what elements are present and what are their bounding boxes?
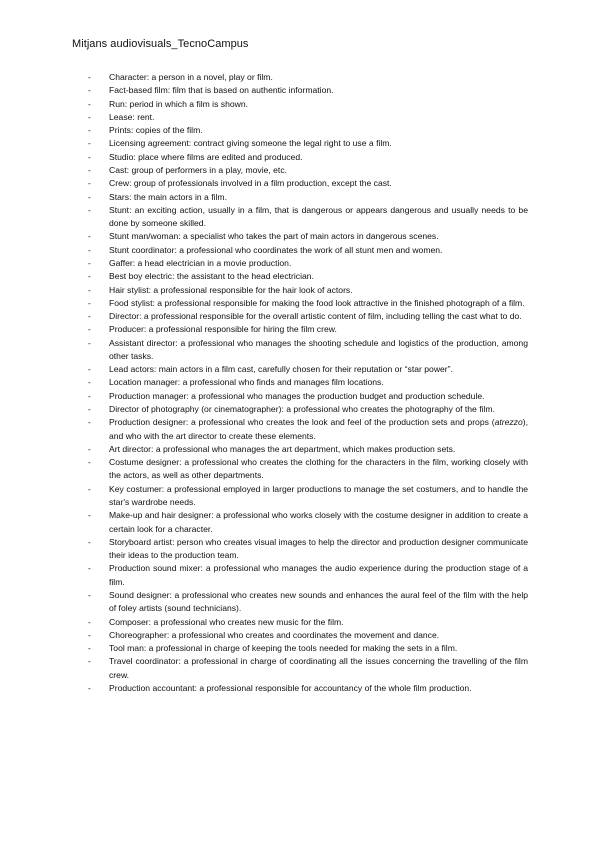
- term: Choreographer: [109, 629, 167, 640]
- list-item: - Character: a person in a novel, play or film.: [88, 71, 528, 84]
- definition: group of performers in a play, movie, etc.: [131, 164, 288, 175]
- term: Lease: [109, 111, 133, 122]
- definition: person who creates visual images to help the director and production designer communicate their ideas to the production team.: [109, 536, 528, 561]
- list-item: - Art director: a professional who manages the art department, which makes production sets.: [88, 443, 528, 456]
- definition: a professional who creates the photography of the film.: [286, 404, 495, 415]
- list-item: - Director: a professional responsible for the overall artistic content of film, including telling the cast what to do.: [88, 310, 528, 323]
- term: Key costumer: [109, 483, 162, 494]
- definition: a professional responsible for making the food look attractive in the finished photograph of a film.: [157, 297, 525, 308]
- list-item: - Sound designer: a professional who creates new sounds and enhances the aural feel of the film with the help of foley artists (sound technicians).: [88, 589, 528, 616]
- list-item: - Stunt coordinator: a professional who coordinates the work of all stunt men and women.: [88, 244, 528, 257]
- list-item: - Make-up and hair designer: a professional who works closely with the costume designer in addition to create a certain look for a character.: [88, 509, 528, 536]
- list-item: - Lead actors: main actors in a film cast, carefully chosen for their reputation or “star power”.: [88, 363, 528, 376]
- term: Crew: [109, 178, 130, 189]
- definition: a professional responsible for the overall artistic content of film, including telling the cast what to do.: [143, 311, 522, 322]
- definition: contract giving someone the legal right to use a film.: [193, 138, 392, 149]
- term: Assistant director: [109, 337, 176, 348]
- list-item: - Lease: rent.: [88, 111, 528, 124]
- definition: group of professionals involved in a film production, except the cast.: [133, 178, 392, 189]
- term: Composer: [109, 616, 149, 627]
- term: Stunt: [109, 204, 130, 215]
- list-item: - Production sound mixer: a professional who manages the audio experience during the production stage of a film.: [88, 562, 528, 589]
- definition: a professional responsible for the hair look of actors.: [153, 284, 353, 295]
- term: Best boy electric: [109, 271, 173, 282]
- list-item: - Travel coordinator: a professional in charge of coordinating all the issues concerning the travelling of the film crew.: [88, 655, 528, 682]
- term: Production accountant: [109, 682, 195, 693]
- term: Lead actors: [109, 364, 154, 375]
- list-item: - Producer: a professional responsible for hiring the film crew.: [88, 323, 528, 336]
- definition: an exciting action, usually in a film, that is dangerous or appears dangerous and usually needs to be done by someone skilled.: [109, 204, 528, 229]
- term: Gaffer: [109, 257, 133, 268]
- term: Production sound mixer: [109, 563, 201, 574]
- list-item: - Director of photography (or cinematographer): a professional who creates the photography of the film.: [88, 403, 528, 416]
- definition-part: ), and who with the art director to create these elements.: [109, 417, 528, 441]
- list-item: - Tool man: a professional in charge of keeping the tools needed for making the sets in a film.: [88, 642, 528, 655]
- definition: a professional who creates new sounds and enhances the aural feel of the film with the help of foley artists (sound technicians).: [109, 589, 529, 614]
- term: Run: [109, 98, 125, 109]
- term: Tool man: [109, 643, 144, 654]
- term: Production designer: [109, 417, 186, 428]
- term: Studio: [109, 151, 134, 162]
- definition: place where films are edited and produced.: [138, 151, 303, 162]
- definition: the assistant to the head electrician.: [176, 271, 314, 282]
- list-item: - Food stylist: a professional responsible for making the food look attractive in the finished photograph of a film.: [88, 297, 528, 310]
- definition: a professional who creates and coordinates the movement and dance.: [171, 629, 440, 640]
- list-item: - Gaffer: a head electrician in a movie production.: [88, 257, 528, 270]
- term: Production manager: [109, 390, 187, 401]
- definition: the main actors in a film.: [133, 191, 227, 202]
- term: Sound designer: [109, 589, 170, 600]
- term: Prints: [109, 125, 131, 136]
- definition: a professional who finds and manages film locations.: [182, 377, 384, 388]
- definition: a professional responsible for hiring the film crew.: [148, 324, 337, 335]
- term: Producer: [109, 324, 144, 335]
- term: Storyboard artist: [109, 536, 173, 547]
- list-item: - Best boy electric: the assistant to the head electrician.: [88, 270, 528, 283]
- term: Location manager: [109, 377, 178, 388]
- definition: a head electrician in a movie production.: [137, 257, 292, 268]
- definition: a person in a novel, play or film.: [151, 72, 273, 82]
- list-item: - Location manager: a professional who finds and manages film locations.: [88, 376, 528, 389]
- definition: a specialist who takes the part of main actors in dangerous scenes.: [183, 231, 439, 242]
- definition: a professional who creates new music for the film.: [153, 616, 344, 627]
- definition: a professional who manages the art department, which makes production sets.: [155, 443, 456, 454]
- definition: a professional in charge of coordinating all the issues concerning the travelling of the film crew.: [109, 656, 528, 680]
- glossary-list: [88, 71, 528, 695]
- definition: a professional responsible for accountancy of the whole film production.: [199, 682, 472, 693]
- definition: main actors in a film cast, carefully chosen for their reputation or “star power”.: [158, 364, 453, 375]
- list-item: - Storyboard artist: person who creates visual images to help the director and production designer communicate their ideas to the production team.: [88, 536, 528, 563]
- definition: a professional who manages the shooting schedule and logistics of the production, among other tasks.: [109, 337, 528, 361]
- list-item: - Licensing agreement: contract giving someone the legal right to use a film.: [88, 137, 528, 150]
- list-item: - Crew: group of professionals involved in a film production, except the cast.: [88, 177, 528, 190]
- list-item: - Key costumer: a professional employed in larger productions to manage the set costumers, and to handle the star's wardrobe needs.: [88, 483, 528, 510]
- definition-part: a professional who creates the look and feel of the production sets and props (: [191, 417, 495, 428]
- term: Costume designer: [109, 457, 180, 468]
- term: Hair stylist: [109, 284, 149, 295]
- term: Cast: [109, 164, 127, 175]
- list-item: - Composer: a professional who creates new music for the film.: [88, 616, 528, 629]
- term: Character: [109, 72, 147, 82]
- definition-italic: atrezzo: [494, 417, 523, 428]
- list-item: - Cast: group of performers in a play, movie, etc.: [88, 164, 528, 177]
- list-item: - Assistant director: a professional who manages the shooting schedule and logistics of the production, among other tasks.: [88, 337, 528, 364]
- definition: a professional who manages the production budget and production schedule.: [191, 390, 485, 401]
- term: Food stylist: [109, 297, 153, 308]
- term: Travel coordinator: [109, 656, 179, 667]
- term: Stunt coordinator: [109, 244, 175, 255]
- term: Fact-based film: [109, 85, 168, 96]
- definition: copies of the film.: [135, 125, 203, 136]
- definition: rent.: [137, 111, 155, 122]
- list-item: - Run: period in which a film is shown.: [88, 98, 528, 111]
- list-item: - Production accountant: a professional responsible for accountancy of the whole film production.: [88, 682, 528, 695]
- definition: a professional who creates the clothing for the characters in the film, working closely with the actors, as well as other departments.: [109, 457, 528, 481]
- term: Make-up and hair designer: [109, 510, 212, 521]
- list-item: - Studio: place where films are edited and produced.: [88, 151, 528, 164]
- list-item: - Production designer: a professional who creates the look and feel of the production sets and props (atrezzo), and who with the art director to create these elements.: [88, 416, 528, 443]
- term: Director: [109, 311, 140, 322]
- list-item: - Stunt man/woman: a specialist who takes the part of main actors in dangerous scenes.: [88, 230, 528, 243]
- term: Licensing agreement: [109, 138, 189, 149]
- list-item: - Production manager: a professional who manages the production budget and production schedule.: [88, 390, 528, 403]
- list-item: - Hair stylist: a professional responsible for the hair look of actors.: [88, 284, 528, 297]
- list-item: - Prints: copies of the film.: [88, 124, 528, 137]
- list-item: - Choreographer: a professional who creates and coordinates the movement and dance.: [88, 629, 528, 642]
- definition: a professional who works closely with the costume designer in addition to create a certain look for a character.: [109, 510, 528, 534]
- definition: a professional who manages the audio experience during the production stage of a film.: [109, 563, 529, 587]
- list-item: - Stunt: an exciting action, usually in a film, that is dangerous or appears dangerous and usually needs to be done by someone skilled.: [88, 204, 528, 231]
- term: Stars: [109, 191, 130, 202]
- list-item: - Costume designer: a professional who creates the clothing for the characters in the film, working closely with the actors, as well as other departments.: [88, 456, 528, 483]
- definition: a professional employed in larger productions to manage the set costumers, and to handle the star's wardrobe needs.: [109, 483, 529, 507]
- definition: a professional who coordinates the work of all stunt men and women.: [179, 244, 443, 255]
- page-header: Mitjans audiovisuals_TecnoCampus: [72, 38, 249, 50]
- term: Director of photography (or cinematographer): [109, 404, 282, 415]
- list-item: - Fact-based film: film that is based on authentic information.: [88, 84, 528, 97]
- list-item: - Stars: the main actors in a film.: [88, 191, 528, 204]
- definition: film that is based on authentic information.: [172, 85, 334, 96]
- definition: a professional in charge of keeping the tools needed for making the sets in a film.: [148, 643, 458, 654]
- term: Stunt man/woman: [109, 231, 179, 242]
- term: Art director: [109, 443, 152, 454]
- definition: period in which a film is shown.: [129, 98, 249, 109]
